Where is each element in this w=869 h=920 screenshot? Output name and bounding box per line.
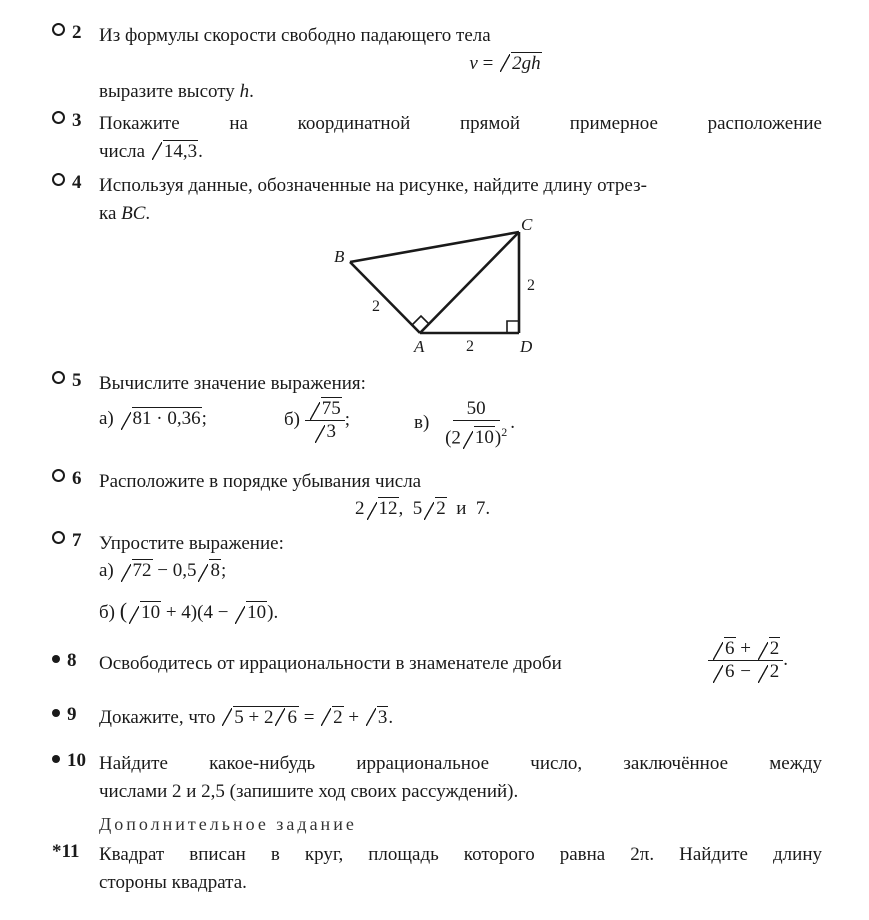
problem-10-line2: числами 2 и 2,5 (запишите ход своих рассуждений). <box>99 781 519 802</box>
problem-3-text2: числа 14,3. <box>99 138 822 166</box>
problem-3-text: Покажите на координатной прямой примерное расположение <box>99 113 822 134</box>
sqrt-sign: 2gh <box>500 50 542 78</box>
sqrt-sign: 10 <box>463 427 495 449</box>
right-angle-mark-d <box>507 321 519 333</box>
problem-7b: б) ( 10 + 4)(4 − 10). <box>99 598 279 623</box>
fraction: $\frac{6 + 2}{6 - 2}$ <box>708 638 783 683</box>
problem-10-line1: Найдите какое-нибудь иррациональное число, заключённое между <box>99 753 822 774</box>
length-cd: 2 <box>527 277 535 294</box>
sqrt-sign: 8 <box>198 560 221 582</box>
open-circle-icon <box>52 23 65 36</box>
figure-lines <box>350 232 519 333</box>
problem-7-marker: 7 <box>52 530 82 552</box>
problem-4-marker: 4 <box>52 172 82 194</box>
length-ad: 2 <box>466 338 474 355</box>
sqrt-sign: 10 <box>129 602 161 624</box>
problem-5-marker: 5 <box>52 370 82 392</box>
sqrt-sign: 2 <box>758 661 781 683</box>
fraction <box>305 398 345 443</box>
right-angle-mark-a <box>412 316 429 325</box>
fraction: $\frac{50}{(2 10)^2}$ <box>445 398 508 449</box>
sqrt-sign: 75 <box>310 398 342 420</box>
sqrt-sign: 6 <box>713 661 736 683</box>
problem-2-text2: выразите высоту h. <box>99 81 254 102</box>
open-circle-icon <box>52 111 65 124</box>
open-circle-icon <box>52 531 65 544</box>
problem-11-line1: Квадрат вписан в круг, площадь которого равна 2π. Найдите длину <box>99 844 822 865</box>
length-ab: 2 <box>372 298 380 315</box>
sqrt-sign: 2 <box>758 638 781 660</box>
problem-11-marker: *11 <box>52 841 80 862</box>
filled-circle-icon <box>52 755 60 763</box>
triangle-figure <box>320 212 560 362</box>
problem-4-text: Используя данные, обозначенные на рисунке, найдите длину отрез- <box>99 175 647 196</box>
open-circle-icon <box>52 469 65 482</box>
sqrt-sign: 6 <box>275 704 298 732</box>
problem-5a: а) 81 · 0,36; <box>99 408 207 429</box>
label-d: D <box>520 337 533 356</box>
problem-6-text: Расположите в порядке убывания числа <box>99 471 422 492</box>
problem-8-text: Освободитесь от иррациональности в знаменателе дроби <box>99 653 562 674</box>
problem-4-text2: ка BC. <box>99 203 151 224</box>
sqrt-sign: 2 <box>321 704 344 732</box>
problem-5-text: Вычислите значение выражения: <box>99 373 366 394</box>
problem-9-line: Докажите, что 5 + 2 6 = 2 + 3. <box>99 704 822 732</box>
open-circle-icon <box>52 173 65 186</box>
problem-6-marker: 6 <box>52 468 82 490</box>
sqrt-sign: 10 <box>235 602 267 624</box>
filled-circle-icon <box>52 709 60 717</box>
problem-5b: б) $\frac{75}{3}$ ; <box>284 398 351 442</box>
sqrt-sign: 3 <box>315 421 338 443</box>
problem-8-marker: 8 <box>52 650 77 672</box>
problem-2-formula: v = 2gh <box>99 50 822 78</box>
label-c: C <box>521 215 533 234</box>
sqrt-sign: 72 <box>121 560 153 582</box>
problem-7a: а) 72 − 0,5 8; <box>99 560 227 581</box>
problem-10-marker: 10 <box>52 750 86 772</box>
filled-circle-icon <box>52 655 60 663</box>
open-circle-icon <box>52 371 65 384</box>
problem-11-line2: стороны квадрата. <box>99 872 247 893</box>
problem-3-marker: 3 <box>52 110 82 132</box>
problem-8-fraction: $\frac{6 + 2}{6 - 2}$ . <box>708 638 788 683</box>
problem-6-numbers: 2 12, 5 2 и 7. <box>355 498 491 519</box>
segment-ab <box>350 262 420 333</box>
sqrt-sign: 5 + 2 6 <box>222 704 299 732</box>
sqrt-sign: 3 <box>366 704 389 732</box>
sqrt-sign: 12 <box>367 498 399 520</box>
problem-7-text: Упростите выражение: <box>99 533 284 554</box>
sqrt-sign: 14,3 <box>152 138 198 166</box>
label-b: B <box>334 247 345 266</box>
problem-9-marker: 9 <box>52 704 77 726</box>
problem-2-text: Из формулы скорости свободно падающего тела <box>99 25 491 46</box>
problem-2-marker: 2 <box>52 22 82 44</box>
sqrt-sign: 6 <box>713 638 736 660</box>
extra-task-heading: Дополнительное задание <box>99 814 357 834</box>
sqrt-sign: 81 · 0,36 <box>121 408 202 430</box>
problem-5c: в) $\frac{50}{(2 10)^2}$ . <box>414 398 515 449</box>
sqrt-sign: 2 <box>424 498 447 520</box>
label-a: A <box>414 337 425 356</box>
